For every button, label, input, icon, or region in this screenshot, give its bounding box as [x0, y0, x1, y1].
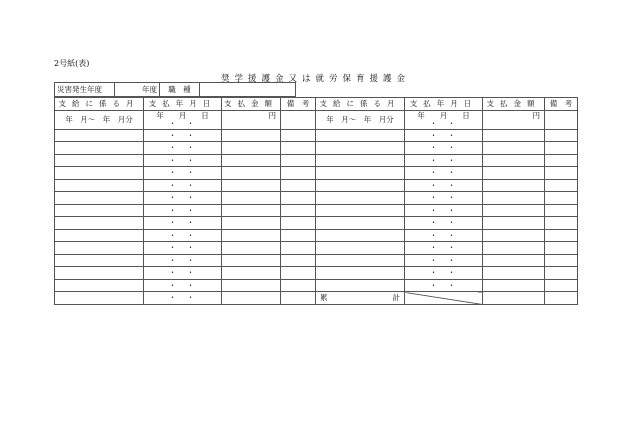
date-dot: ・	[186, 293, 197, 303]
period-cell[interactable]	[316, 192, 405, 205]
date-dot: ・	[447, 255, 458, 265]
disaster-year-label: 災害発生年度	[55, 83, 115, 97]
amount-cell[interactable]	[222, 292, 281, 305]
date-dot: ・	[429, 143, 440, 153]
pay-date-cell[interactable]	[144, 242, 222, 255]
date-dot: ・	[186, 168, 197, 178]
period-cell[interactable]	[316, 254, 405, 267]
remarks-cell[interactable]	[545, 217, 578, 230]
date-dot: ・	[429, 193, 440, 203]
date-dot: ・	[168, 243, 179, 253]
pay-date-cell[interactable]	[405, 267, 483, 280]
amount-cell[interactable]	[483, 179, 545, 192]
pay-date-cell[interactable]	[144, 110, 222, 129]
pay-date-cell[interactable]	[144, 229, 222, 242]
period-text: 年 月～ 年 月分	[326, 115, 394, 124]
pay-date-cell[interactable]	[405, 254, 483, 267]
amount-cell[interactable]	[483, 167, 545, 180]
occupation-field[interactable]	[200, 83, 296, 97]
period-cell[interactable]	[55, 129, 144, 142]
date-dot: ・	[429, 255, 440, 265]
period-cell[interactable]	[55, 192, 144, 205]
year-label: 年	[417, 110, 425, 120]
amount-cell[interactable]	[222, 192, 281, 205]
pay-date-cell[interactable]	[144, 279, 222, 292]
remarks-cell[interactable]	[545, 167, 578, 180]
amount-cell[interactable]	[222, 179, 281, 192]
remarks-cell[interactable]	[281, 167, 316, 180]
remarks-cell[interactable]	[281, 229, 316, 242]
date-dot: ・	[447, 193, 458, 203]
table-row	[55, 154, 578, 167]
remarks-cell[interactable]	[281, 254, 316, 267]
period-cell[interactable]	[55, 229, 144, 242]
period-cell[interactable]	[316, 167, 405, 180]
date-dot: ・	[168, 218, 179, 228]
pay-date-cell[interactable]	[144, 167, 222, 180]
date-dot: ・	[429, 180, 440, 190]
period-cell[interactable]	[316, 229, 405, 242]
remarks-cell[interactable]	[281, 110, 316, 129]
date-dot: ・	[186, 180, 197, 190]
remarks-cell[interactable]	[545, 179, 578, 192]
date-dot: ・	[186, 130, 197, 140]
col-remarks-2: 備 考	[545, 98, 578, 111]
date-dot: ・	[168, 255, 179, 265]
period-cell[interactable]	[316, 142, 405, 155]
period-cell[interactable]	[55, 179, 144, 192]
pay-date-cell[interactable]	[144, 267, 222, 280]
pay-date-cell[interactable]	[144, 192, 222, 205]
remarks-cell[interactable]	[281, 267, 316, 280]
yen-label: 円	[532, 110, 540, 120]
date-dot: ・	[429, 168, 440, 178]
pay-date-cell[interactable]	[405, 154, 483, 167]
period-cell[interactable]	[316, 154, 405, 167]
pay-date-cell[interactable]	[405, 192, 483, 205]
date-dot: ・	[186, 205, 197, 215]
table-row	[55, 217, 578, 230]
total-label-right: 計	[392, 293, 400, 303]
pay-date-cell[interactable]	[405, 279, 483, 292]
date-dot: ・	[429, 205, 440, 215]
date-dot: ・	[429, 280, 440, 290]
amount-cell[interactable]	[222, 154, 281, 167]
yen-label: 円	[268, 110, 276, 120]
date-dot: ・	[186, 268, 197, 278]
pay-date-cell[interactable]	[405, 229, 483, 242]
pay-date-cell[interactable]	[405, 217, 483, 230]
pay-date-cell[interactable]	[405, 179, 483, 192]
date-dot: ・	[447, 143, 458, 153]
table-row	[55, 167, 578, 180]
table-row	[55, 267, 578, 280]
period-cell[interactable]	[55, 167, 144, 180]
table-row	[55, 204, 578, 217]
remarks-cell[interactable]	[281, 129, 316, 142]
date-dot: ・	[447, 155, 458, 165]
date-dot: ・	[168, 230, 179, 240]
date-dot: ・	[447, 218, 458, 228]
period-cell[interactable]	[55, 142, 144, 155]
period-cell[interactable]	[316, 110, 405, 129]
period-cell[interactable]	[55, 279, 144, 292]
amount-cell[interactable]	[483, 129, 545, 142]
remarks-cell[interactable]	[281, 204, 316, 217]
remarks-cell[interactable]	[281, 279, 316, 292]
period-cell[interactable]	[316, 217, 405, 230]
date-dot: ・	[186, 243, 197, 253]
date-dot: ・	[429, 118, 440, 128]
first-data-row	[55, 110, 578, 129]
remarks-cell[interactable]	[281, 242, 316, 255]
date-dot: ・	[186, 155, 197, 165]
period-cell[interactable]	[55, 110, 144, 129]
remarks-cell[interactable]	[545, 142, 578, 155]
pay-date-cell[interactable]	[144, 129, 222, 142]
date-dot: ・	[429, 243, 440, 253]
table-row	[55, 292, 578, 305]
period-cell[interactable]	[316, 242, 405, 255]
day-label: 日	[462, 110, 470, 120]
amount-cell[interactable]	[222, 217, 281, 230]
remarks-cell[interactable]	[545, 254, 578, 267]
date-dot: ・	[447, 280, 458, 290]
total-amount-cell[interactable]	[483, 292, 545, 305]
date-dot: ・	[447, 130, 458, 140]
remarks-cell[interactable]	[545, 204, 578, 217]
date-dot: ・	[168, 155, 179, 165]
date-dot: ・	[168, 280, 179, 290]
pay-date-cell[interactable]	[144, 204, 222, 217]
month-label: 月	[439, 110, 448, 120]
remarks-cell[interactable]	[545, 129, 578, 142]
pay-date-cell[interactable]	[144, 217, 222, 230]
table-row	[55, 279, 578, 292]
pay-date-cell[interactable]	[144, 142, 222, 155]
remarks-cell[interactable]	[281, 292, 316, 305]
amount-cell[interactable]	[483, 267, 545, 280]
date-dot: ・	[429, 155, 440, 165]
year-label: 年	[156, 110, 164, 120]
period-text: 年 月～ 年 月分	[65, 115, 133, 124]
amount-cell[interactable]	[483, 254, 545, 267]
date-dot: ・	[168, 118, 179, 128]
amount-cell[interactable]	[222, 142, 281, 155]
period-cell[interactable]	[55, 292, 144, 305]
date-dot: ・	[447, 168, 458, 178]
date-dot: ・	[168, 180, 179, 190]
remarks-cell[interactable]	[281, 192, 316, 205]
table-row	[55, 229, 578, 242]
cumulative-total-label	[316, 292, 405, 305]
amount-cell[interactable]	[222, 167, 281, 180]
date-dot: ・	[186, 280, 197, 290]
col-amount: 支払金額	[222, 98, 281, 111]
pay-date-cell[interactable]	[405, 142, 483, 155]
header-table	[54, 82, 296, 97]
date-dot: ・	[186, 193, 197, 203]
date-dot: ・	[186, 143, 197, 153]
remarks-cell[interactable]	[545, 279, 578, 292]
amount-cell[interactable]	[222, 129, 281, 142]
date-dot: ・	[168, 143, 179, 153]
column-header-row	[55, 98, 578, 111]
amount-cell[interactable]	[483, 217, 545, 230]
amount-cell[interactable]	[222, 267, 281, 280]
date-dot: ・	[168, 293, 179, 303]
amount-cell[interactable]	[483, 192, 545, 205]
date-dot: ・	[168, 205, 179, 215]
period-cell[interactable]	[316, 179, 405, 192]
pay-date-cell[interactable]	[405, 204, 483, 217]
period-cell[interactable]	[55, 254, 144, 267]
col-pay-month: 支給に係る月	[55, 98, 144, 111]
pay-date-cell[interactable]	[144, 179, 222, 192]
amount-cell[interactable]	[483, 242, 545, 255]
period-cell[interactable]	[316, 204, 405, 217]
amount-cell[interactable]	[222, 242, 281, 255]
remarks-cell[interactable]	[545, 192, 578, 205]
date-dot: ・	[186, 118, 197, 128]
date-dot: ・	[186, 218, 197, 228]
col-pay-month-2: 支給に係る月	[316, 98, 405, 111]
remarks-cell[interactable]	[545, 242, 578, 255]
pay-date-cell[interactable]	[405, 242, 483, 255]
amount-cell[interactable]	[483, 154, 545, 167]
date-dot: ・	[447, 243, 458, 253]
amount-cell[interactable]	[483, 229, 545, 242]
pay-date-cell[interactable]	[405, 167, 483, 180]
total-label-left: 累	[320, 293, 328, 303]
col-pay-date-2: 支払年月日	[405, 98, 483, 111]
period-cell[interactable]	[55, 217, 144, 230]
col-amount-2: 支払金額	[483, 98, 545, 111]
period-cell[interactable]	[316, 267, 405, 280]
remarks-cell[interactable]	[545, 267, 578, 280]
date-dot: ・	[168, 268, 179, 278]
period-cell[interactable]	[316, 279, 405, 292]
date-dot: ・	[186, 230, 197, 240]
date-dot: ・	[429, 130, 440, 140]
remarks-cell[interactable]	[545, 292, 578, 305]
year-unit-label: 年度	[142, 85, 157, 94]
period-cell[interactable]	[55, 242, 144, 255]
form-title: 奨学援護金又は就労保育援護金	[220, 74, 410, 84]
date-dot: ・	[429, 230, 440, 240]
remarks-cell[interactable]	[281, 142, 316, 155]
remarks-cell[interactable]	[545, 110, 578, 129]
remarks-cell[interactable]	[281, 217, 316, 230]
remarks-cell[interactable]	[545, 229, 578, 242]
date-dot: ・	[186, 255, 197, 265]
date-dot: ・	[447, 118, 458, 128]
table-row	[55, 254, 578, 267]
period-cell[interactable]	[55, 154, 144, 167]
col-pay-date: 支払年月日	[144, 98, 222, 111]
date-dot: ・	[168, 193, 179, 203]
table-row	[55, 142, 578, 155]
amount-cell[interactable]	[483, 142, 545, 155]
date-dot: ・	[429, 268, 440, 278]
table-row	[55, 179, 578, 192]
period-cell[interactable]	[316, 129, 405, 142]
remarks-cell[interactable]	[545, 154, 578, 167]
date-dot: ・	[168, 130, 179, 140]
form-number-label: 2号紙(表)	[54, 59, 90, 68]
remarks-cell[interactable]	[281, 179, 316, 192]
total-slash-cell	[405, 292, 483, 305]
table-row	[55, 129, 578, 142]
pay-date-cell[interactable]	[405, 129, 483, 142]
col-remarks: 備 考	[281, 98, 316, 111]
amount-cell[interactable]	[222, 254, 281, 267]
period-cell[interactable]	[55, 204, 144, 217]
table-row	[55, 192, 578, 205]
month-label: 月	[178, 110, 187, 120]
date-dot: ・	[447, 230, 458, 240]
date-dot: ・	[429, 218, 440, 228]
remarks-cell[interactable]	[281, 154, 316, 167]
amount-cell[interactable]	[222, 110, 281, 129]
occupation-label: 職 種	[160, 83, 200, 97]
amount-cell[interactable]	[483, 110, 545, 129]
amount-cell[interactable]	[222, 229, 281, 242]
disaster-year-field[interactable]	[115, 83, 160, 97]
amount-cell[interactable]	[222, 204, 281, 217]
amount-cell[interactable]	[483, 204, 545, 217]
date-dot: ・	[447, 205, 458, 215]
payment-table	[54, 97, 578, 305]
amount-cell[interactable]	[483, 279, 545, 292]
table-row	[55, 242, 578, 255]
day-label: 日	[201, 110, 209, 120]
date-dot: ・	[168, 168, 179, 178]
pay-date-cell[interactable]	[405, 110, 483, 129]
date-dot: ・	[447, 180, 458, 190]
pay-date-cell[interactable]	[144, 292, 222, 305]
period-cell[interactable]	[55, 267, 144, 280]
pay-date-cell[interactable]	[144, 254, 222, 267]
date-dot: ・	[447, 268, 458, 278]
pay-date-cell[interactable]	[144, 154, 222, 167]
amount-cell[interactable]	[222, 279, 281, 292]
